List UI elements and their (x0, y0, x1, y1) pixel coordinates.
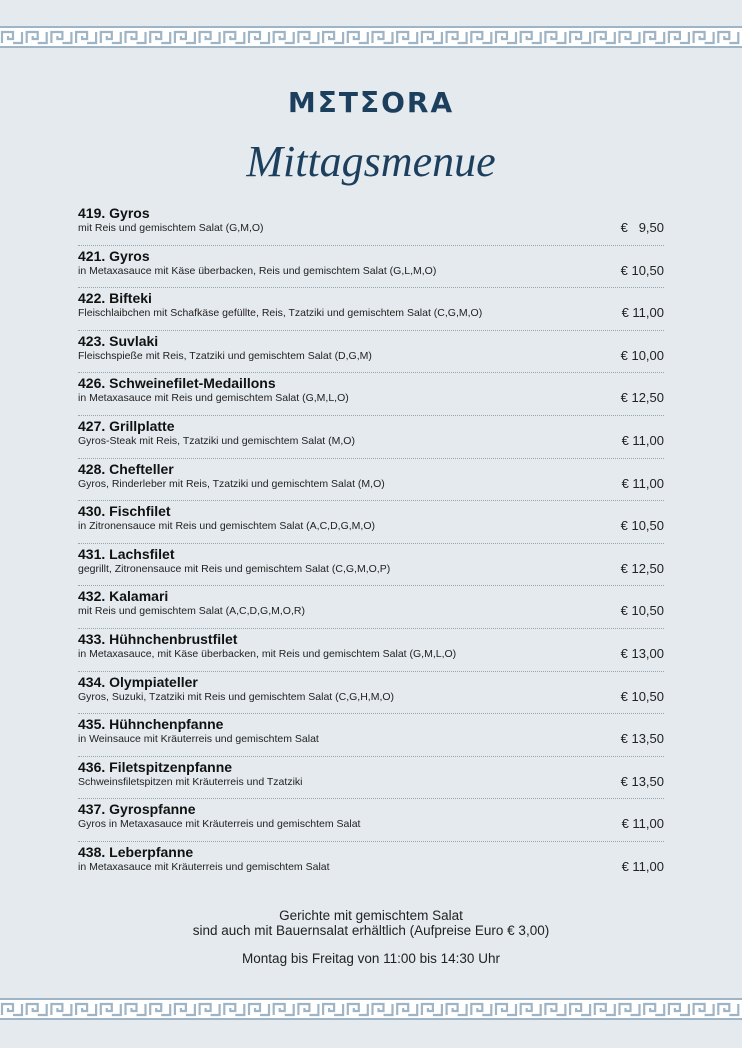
side-salad-note-line-1: Gerichte mit gemischtem Salat (279, 908, 463, 923)
menu-item-price: € 10,50 (620, 262, 664, 278)
menu-item-name: 433. Hühnchenbrustfilet (78, 630, 238, 647)
menu-item (78, 714, 664, 757)
menu-item-description: Schweinsfiletspitzen mit Kräuterreis und Tzatziki (78, 775, 303, 788)
greek-key-border-icon (0, 26, 742, 48)
menu-item-description: Gyros-Steak mit Reis, Tzatziki und gemischtem Salat (M,O) (78, 434, 355, 447)
menu-item-description: in Metaxasauce mit Kräuterreis und gemischtem Salat (78, 860, 330, 873)
menu-item-description: in Metaxasauce mit Reis und gemischtem Salat (G,M,L,O) (78, 392, 349, 405)
opening-hours: Montag bis Freitag von 11:00 bis 14:30 Uhr (242, 951, 500, 966)
menu-item-price: € 11,00 (621, 858, 664, 874)
menu-item-name: 428. Chefteller (78, 460, 174, 477)
menu-item-description: Gyros, Rinderleber mit Reis, Tzatziki und gemischtem Salat (M,O) (78, 477, 385, 490)
menu-item (78, 799, 664, 842)
menu-item (78, 501, 664, 544)
menu-item-name: 436. Filetspitzenpfanne (78, 758, 233, 775)
menu-item-name: 421. Gyros (78, 247, 150, 264)
menu-item (78, 672, 664, 715)
menu-item (78, 842, 664, 885)
menu-item-name: 423. Suvlaki (78, 332, 159, 349)
menu-item-name: 435. Hühnchenpfanne (78, 716, 224, 733)
menu-item-name: 432. Kalamari (78, 588, 169, 605)
menu-item-name: 437. Gyrospfanne (78, 801, 196, 818)
menu-item-price: € 9,50 (620, 220, 664, 235)
menu-item-price: € 13,50 (620, 773, 664, 789)
menu-item-name: 419. Gyros (78, 205, 150, 221)
menu-item-description: mit Reis und gemischtem Salat (A,C,D,G,M,O,R) (78, 605, 305, 618)
menu-item-name: 422. Bifteki (78, 290, 152, 307)
menu-item-description: Gyros, Suzuki, Tzatziki mit Reis und gemischtem Salat (C,G,H,M,O) (78, 690, 395, 703)
greek-key-border-icon (0, 998, 742, 1020)
menu-item (78, 629, 664, 672)
menu-item-description: Fleischlaibchen mit Schafkäse gefüllte, Reis, Tzatziki und gemischtem Salat (C,G,M,O) (78, 307, 483, 320)
menu-item-name: 430. Fischfilet (78, 503, 171, 520)
menu-item-description: gegrillt, Zitronensauce mit Reis und gemischtem Salat (C,G,M,O,P) (78, 562, 391, 575)
menu-list (78, 203, 664, 885)
menu-item-name: 426. Schweinefilet-Medaillons (78, 375, 276, 392)
menu-item (78, 203, 664, 246)
menu-item-description: in Weinsauce mit Kräuterreis und gemischtem Salat (78, 733, 319, 746)
menu-item (78, 373, 664, 416)
menu-item-price: € 13,00 (620, 645, 664, 661)
menu-item-price: € 10,00 (620, 347, 664, 363)
menu-item (78, 246, 664, 289)
menu-item-description: in Metaxasauce, mit Käse überbacken, mit Reis und gemischtem Salat (G,M,L,O) (78, 647, 457, 660)
menu-item (78, 586, 664, 629)
menu-item-description: mit Reis und gemischtem Salat (G,M,O) (78, 222, 264, 234)
menu-item-name: 431. Lachsfilet (78, 545, 175, 562)
menu-item (78, 416, 664, 459)
menu-item-price: € 10,50 (620, 603, 664, 619)
page-title: Mittagsmenue (246, 137, 496, 186)
menu-item-description: Fleischspieße mit Reis, Tzatziki und gemischtem Salat (D,G,M) (78, 349, 372, 362)
menu-item-description: in Zitronensauce mit Reis und gemischtem Salat (A,C,D,G,M,O) (78, 520, 376, 533)
menu-item (78, 757, 664, 800)
menu-item-name: 427. Grillplatte (78, 417, 175, 434)
menu-item-price: € 13,50 (620, 731, 664, 747)
menu-item-price: € 11,00 (621, 305, 664, 321)
greek-key-border-top (0, 26, 742, 48)
restaurant-logo: MΣTΣORA (287, 86, 455, 119)
menu-item-description: in Metaxasauce mit Käse überbacken, Reis und gemischtem Salat (G,L,M,O) (78, 264, 437, 277)
menu-item-price: € 11,00 (621, 432, 664, 448)
menu-item (78, 459, 664, 502)
menu-item-price: € 11,00 (621, 475, 664, 491)
side-salad-note-line-2: sind auch mit Bauernsalat erhältlich (Aufpreise Euro € 3,00) (192, 923, 550, 938)
side-salad-note (0, 908, 742, 938)
greek-key-border-bottom (0, 998, 742, 1020)
menu-item (78, 331, 664, 374)
menu-item (78, 288, 664, 331)
menu-item-description: Gyros in Metaxasauce mit Kräuterreis und gemischtem Salat (78, 818, 361, 831)
menu-item-price: € 11,00 (621, 816, 664, 832)
menu-item-price: € 12,50 (620, 560, 664, 576)
menu-item-price: € 10,50 (620, 688, 664, 704)
menu-item-name: 438. Leberpfanne (78, 843, 194, 860)
menu-item-price: € 12,50 (620, 390, 664, 406)
menu-item-price: € 10,50 (620, 518, 664, 534)
menu-item (78, 544, 664, 587)
menu-item-name: 434. Olympiateller (78, 673, 198, 690)
